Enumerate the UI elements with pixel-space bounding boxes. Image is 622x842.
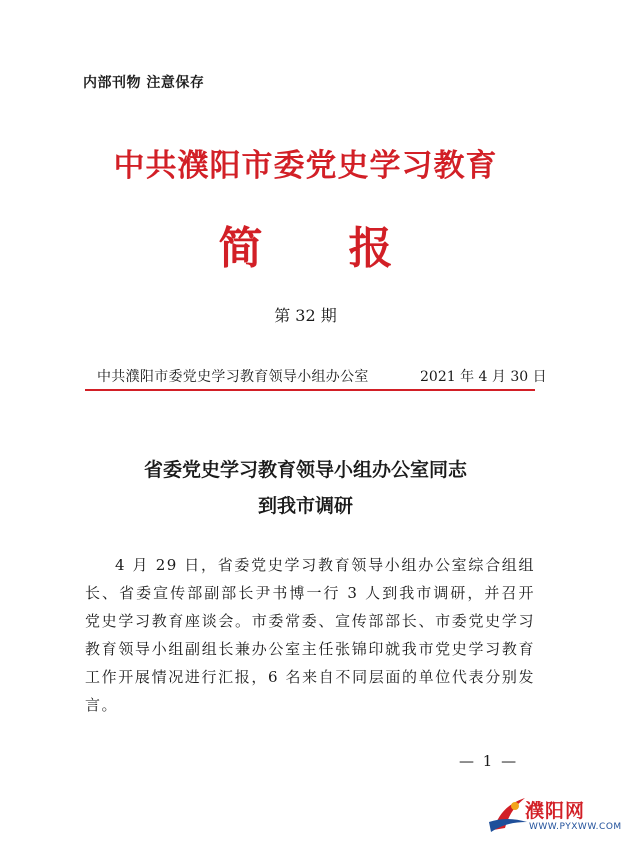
watermark-url: WWW.PYXWW.COM: [529, 822, 622, 832]
publication-title: 简报: [218, 223, 479, 274]
site-watermark: [485, 792, 622, 838]
issue-date: 2021 年 4 月 30 日: [420, 369, 547, 385]
masthead-title: 中共濮阳市委党史学习教育: [113, 148, 498, 184]
article-title-line1: 省委党史学习教育领导小组办公室同志: [143, 459, 467, 481]
article-title-line2: 到我市调研: [257, 495, 353, 517]
classification-notice: 内部刊物 注意保存: [83, 75, 205, 91]
article-body: 4 月 29 日，省委党史学习教育领导小组办公室综合组组长、省委宣传部副部长尹书博一行 3 人到我市调研，并召开党史学习教育座谈会。市委常委、宣传部部长、市委党史学习教育领导小组副组长兼办公室主任张锦印就我市党史学习教育工作开展情况进行汇报，6 名来自不同层面的单位代表分别发言。: [85, 556, 535, 714]
watermark-name: 濮阳网: [525, 800, 586, 822]
article-title: [0, 452, 611, 524]
issue-number: 第 32 期: [274, 306, 337, 325]
page-number: — 1 —: [459, 752, 519, 770]
issuer-name: 中共濮阳市委党史学习教育领导小组办公室: [97, 369, 369, 385]
red-divider: [85, 389, 535, 391]
